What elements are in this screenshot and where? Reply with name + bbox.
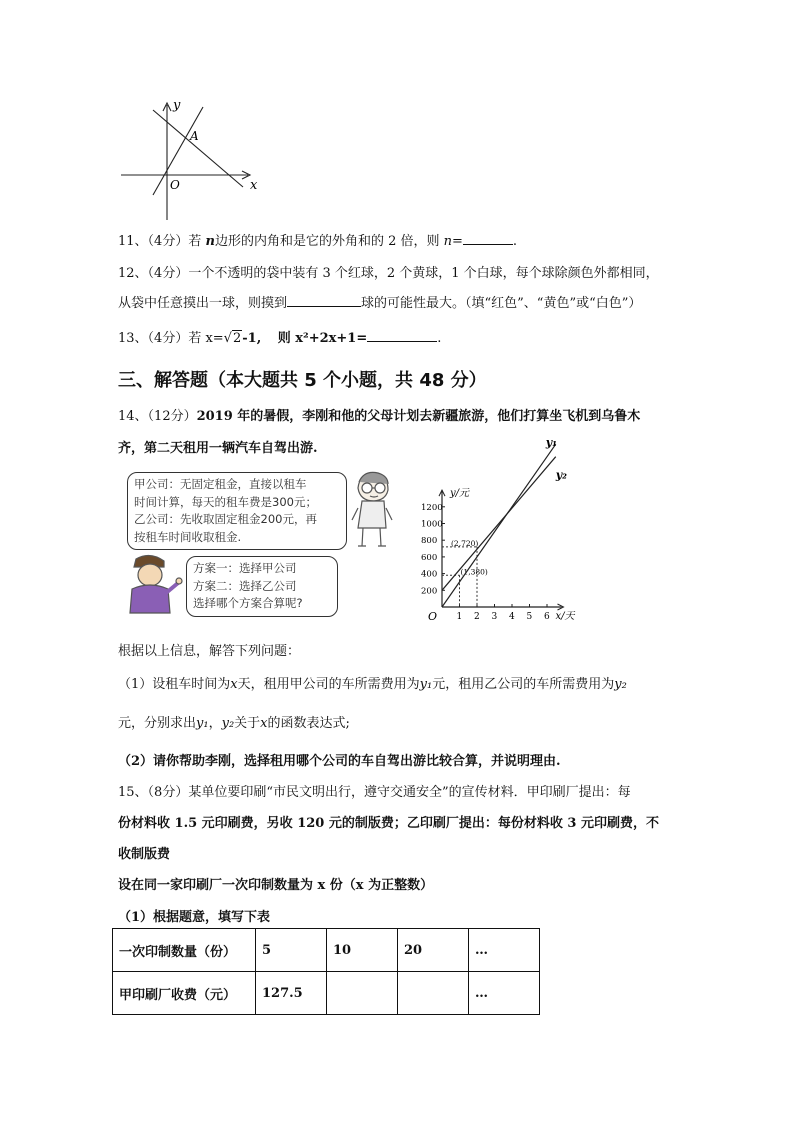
rental-cost-chart: [420, 436, 610, 623]
table-row: [113, 929, 540, 972]
printing-fee-table: [112, 928, 540, 1015]
question-13: 13、（4分）若 x=√2-1, 则 x²+2x+1= .: [118, 331, 442, 346]
question-14-line2: 齐，第二天租用一辆汽车自驾出游.: [118, 441, 318, 456]
y-tick-label: 800: [421, 536, 438, 547]
point-annotation: (2,720): [451, 538, 479, 548]
man-with-glasses-illustration: [350, 468, 395, 550]
origin-label: O: [170, 178, 180, 192]
table-cell: 一次印制数量（份）: [113, 929, 256, 972]
question-11: 11、（4分）若 n边形的内角和是它的外角和的 2 倍，则 n= .: [118, 234, 518, 249]
table-row: [113, 972, 540, 1015]
x-tick-label: 6: [544, 612, 550, 622]
y-tick-label: 1000: [421, 519, 443, 530]
y-tick-label: 400: [421, 569, 438, 580]
plan-question-bubble: 方案一：选择甲公司 方案二：选择乙公司 选择哪个方案合算呢?: [186, 556, 338, 617]
x-axis-label: x: [250, 178, 258, 193]
table-cell-input[interactable]: [398, 972, 469, 1015]
question-14-part1-line2: 元，分别求出y₁，y₂关于x的函数表达式;: [118, 716, 350, 731]
question-12-line1: 12、（4分）一个不透明的袋中装有 3 个红球，2 个黄球，1 个白球，每个球除颜色外都相同，: [118, 266, 659, 281]
coordinate-graph: [115, 95, 265, 225]
answer-blank-12[interactable]: [287, 294, 361, 307]
table-cell: 甲印刷厂收费（元）: [113, 972, 256, 1015]
origin-label: O: [428, 610, 438, 623]
section-title: 三、解答题（本大题共 5 个小题，共 48 分）: [118, 370, 487, 391]
x-tick-label: 4: [509, 612, 515, 622]
table-cell-input[interactable]: [327, 972, 398, 1015]
question-14-part2: （2）请你帮助李刚，选择租用哪个公司的车自驾出游比较合算，并说明理由.: [118, 754, 561, 769]
series-line-1: [442, 444, 556, 607]
answer-blank-13[interactable]: [367, 329, 437, 342]
x-tick-label: 1: [456, 612, 463, 622]
answer-blank-11[interactable]: [463, 232, 513, 245]
series-line-2: [442, 457, 556, 591]
table-cell: 20: [398, 929, 469, 972]
table-cell: …: [469, 972, 540, 1015]
table-cell: 10: [327, 929, 398, 972]
question-14-part1-line1: （1）设租车时间为x天，租用甲公司的车所需费用为y₁元，租用乙公司的车所需费用为y₂: [118, 677, 627, 692]
x-axis-label: x/天: [555, 611, 575, 622]
y-tick-label: 600: [421, 552, 438, 563]
x-tick-label: 3: [491, 612, 498, 622]
question-15-line1: 15、（8分）某单位要印刷“市民文明出行，遵守交通安全”的宣传材料．甲印刷厂提出：每: [118, 785, 631, 800]
question-12-line2: 从袋中任意摸出一球，则摸到 球的可能性最大。（填“红色”、“黄色”或“白色”）: [118, 296, 642, 311]
question-15-line5: （1）根据题意，填写下表: [118, 910, 271, 925]
question-14-intro: 根据以上信息，解答下列问题：: [118, 644, 301, 659]
table-cell: 5: [256, 929, 327, 972]
series-label-2: y₂: [555, 468, 567, 482]
var-n: n: [205, 234, 215, 249]
y-axis-label: y: [173, 98, 181, 113]
y-axis-label: y/元: [450, 488, 470, 500]
y-tick-label: 200: [421, 586, 438, 597]
sqrt-symbol: √2: [223, 331, 242, 346]
x-tick-label: 2: [474, 612, 480, 622]
point-annotation: (1,380): [460, 567, 488, 577]
boy-pointing-illustration: [122, 553, 184, 615]
question-15-line2: 份材料收 1.5 元印刷费，另收 120 元的制版费；乙印刷厂提出：每份材料收 3 元印刷费，不: [118, 816, 659, 831]
point-a-label: A: [190, 129, 199, 143]
rental-info-bubble: 甲公司：无固定租金，直接以租车 时间计算，每天的租车费是300元； 乙公司：先收取固定租金200元，再 按租车时间收取租金.: [127, 472, 347, 550]
question-14-line1: 14、（12分）2019 年的暑假，李刚和他的父母计划去新疆旅游，他们打算坐飞机到乌鲁木: [118, 409, 641, 424]
table-cell: …: [469, 929, 540, 972]
y-tick-label: 1200: [421, 502, 443, 513]
x-tick-label: 5: [526, 612, 533, 622]
question-15-line4: 设在同一家印刷厂一次印制数量为 x 份（x 为正整数）: [118, 878, 434, 893]
table-cell: 127.5: [256, 972, 327, 1015]
series-label-1: y₁: [545, 436, 557, 450]
question-15-line3: 收制版费: [118, 847, 171, 862]
